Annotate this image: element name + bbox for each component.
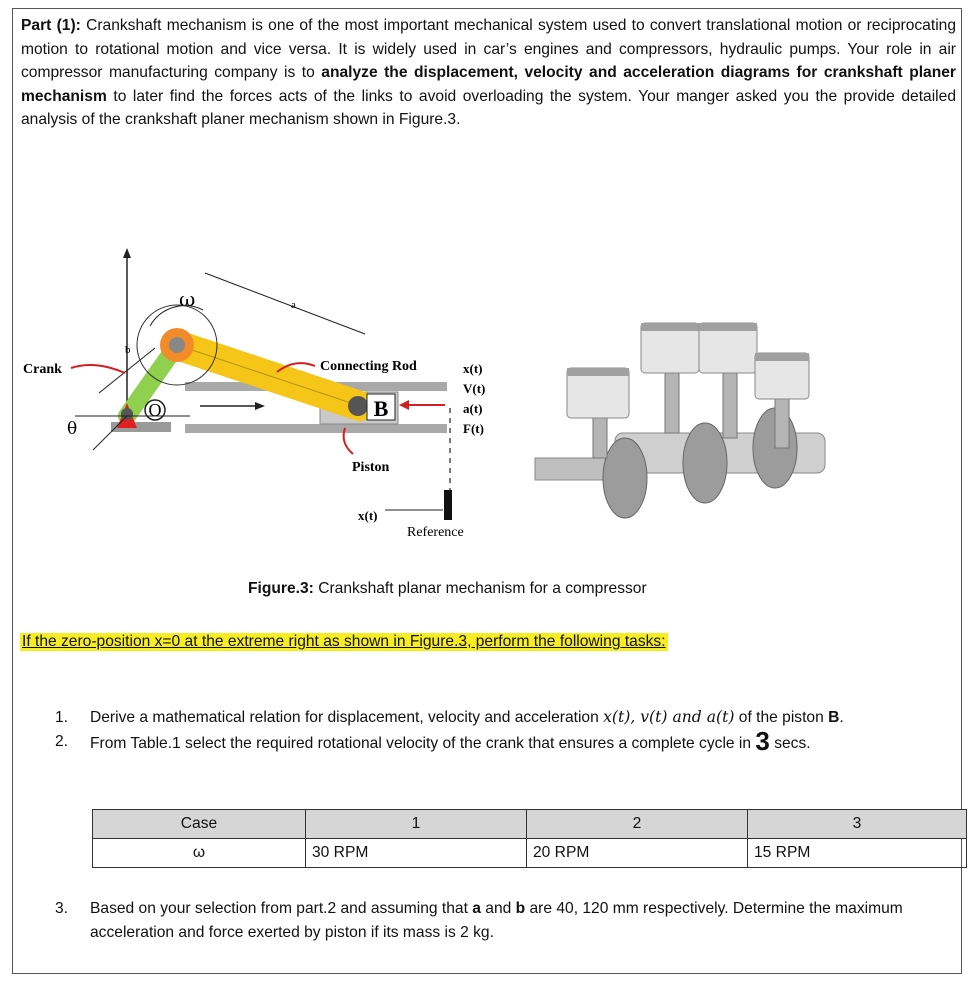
- table-header-case: Case: [93, 810, 306, 839]
- intro-bold-b: analyze the displacement, velocity and acceleration diagrams for crankshaft planer mechanism: [21, 64, 956, 105]
- table-cell-1: 30 RPM: [306, 839, 527, 868]
- figure-caption: [248, 580, 647, 598]
- intro-text-c: to later find the forces acts of the links to avoid overloading the system. Your manger asked you the provide detailed analysis of the crankshaft planer mechanism shown in Figure.3.: [21, 87, 956, 128]
- task-3-a: a: [472, 900, 481, 917]
- caption-bold: Figure.3:: [248, 580, 314, 597]
- task-1-end: .: [839, 709, 844, 726]
- task-2-end: secs.: [769, 734, 811, 752]
- crankshaft-illustration: [535, 323, 825, 518]
- table-header-row: [93, 810, 967, 839]
- label-theta: θ: [67, 419, 78, 439]
- task-3-number: 3.: [55, 900, 69, 917]
- label-connecting-rod: Connecting Rod: [320, 359, 417, 374]
- label-b: b: [125, 344, 131, 356]
- label-a: a: [291, 299, 296, 311]
- task-2-big: 3: [755, 725, 770, 756]
- task-1-text: Derive a mathematical relation for displacement, velocity and acceleration: [90, 709, 604, 726]
- task-3-text: Based on your selection from part.2 and assuming that: [90, 900, 473, 917]
- instruction-highlight: If the zero-position x=0 at the extreme right as shown in Figure.3, perform the following tasks:: [22, 633, 666, 650]
- label-crank: Crank: [23, 362, 62, 377]
- label-reference: Reference: [407, 525, 464, 540]
- caption-text: Crankshaft planar mechanism for a compressor: [313, 580, 647, 597]
- part-label: Part (1):: [21, 17, 81, 34]
- task-3-rest: are 40, 120 mm respectively. Determine the maximum acceleration and force exerted by piston if its mass is 2 kg.: [90, 900, 903, 941]
- table-row-label: ω: [93, 839, 306, 868]
- label-b-point: B: [373, 396, 389, 421]
- label-o: O: [148, 400, 162, 420]
- table-header-1: 1: [306, 810, 527, 839]
- table-header-3: 3: [748, 810, 967, 839]
- table-cell-2: 20 RPM: [527, 839, 748, 868]
- label-omega: ω: [179, 287, 196, 311]
- label-xt: x(t): [463, 361, 483, 376]
- task-3-and: and: [480, 900, 516, 917]
- task-3-b: b: [515, 900, 526, 917]
- task-1: [55, 706, 955, 730]
- task-1-text-2: of the piston: [734, 709, 829, 726]
- label-xt-dim: x(t): [358, 508, 378, 523]
- label-piston: Piston: [352, 460, 390, 475]
- mechanism-figure: [15, 238, 955, 568]
- table-cell-3: 15 RPM: [748, 839, 967, 868]
- table-header-2: 2: [527, 810, 748, 839]
- task-1-bold: B: [828, 709, 840, 726]
- task-3: [55, 897, 955, 944]
- intro-text-a: Crankshaft mechanism is one of the most important mechanical system used to convert translational motion or reciprocating motion to rotational motion and vice versa. It is widely used in car’s engines and compressors, hydraulic pumps. Your role in air compressor manufacturing company is to: [21, 17, 957, 81]
- task-2-text: From Table.1 select the required rotational velocity of the crank that ensures a complete cycle in: [90, 734, 756, 752]
- task-2-number: 2.: [55, 732, 69, 750]
- task-list: [55, 706, 955, 755]
- intro-paragraph: [21, 14, 956, 132]
- label-ft: F(t): [463, 421, 484, 436]
- table-row: [93, 839, 967, 868]
- rpm-table: [92, 809, 967, 868]
- task-1-math: x(t), v(t) and a(t): [603, 708, 735, 726]
- task-1-number: 1.: [55, 709, 69, 726]
- task-2: [55, 725, 955, 756]
- label-at: a(t): [463, 401, 483, 416]
- label-vt: V(t): [463, 381, 486, 396]
